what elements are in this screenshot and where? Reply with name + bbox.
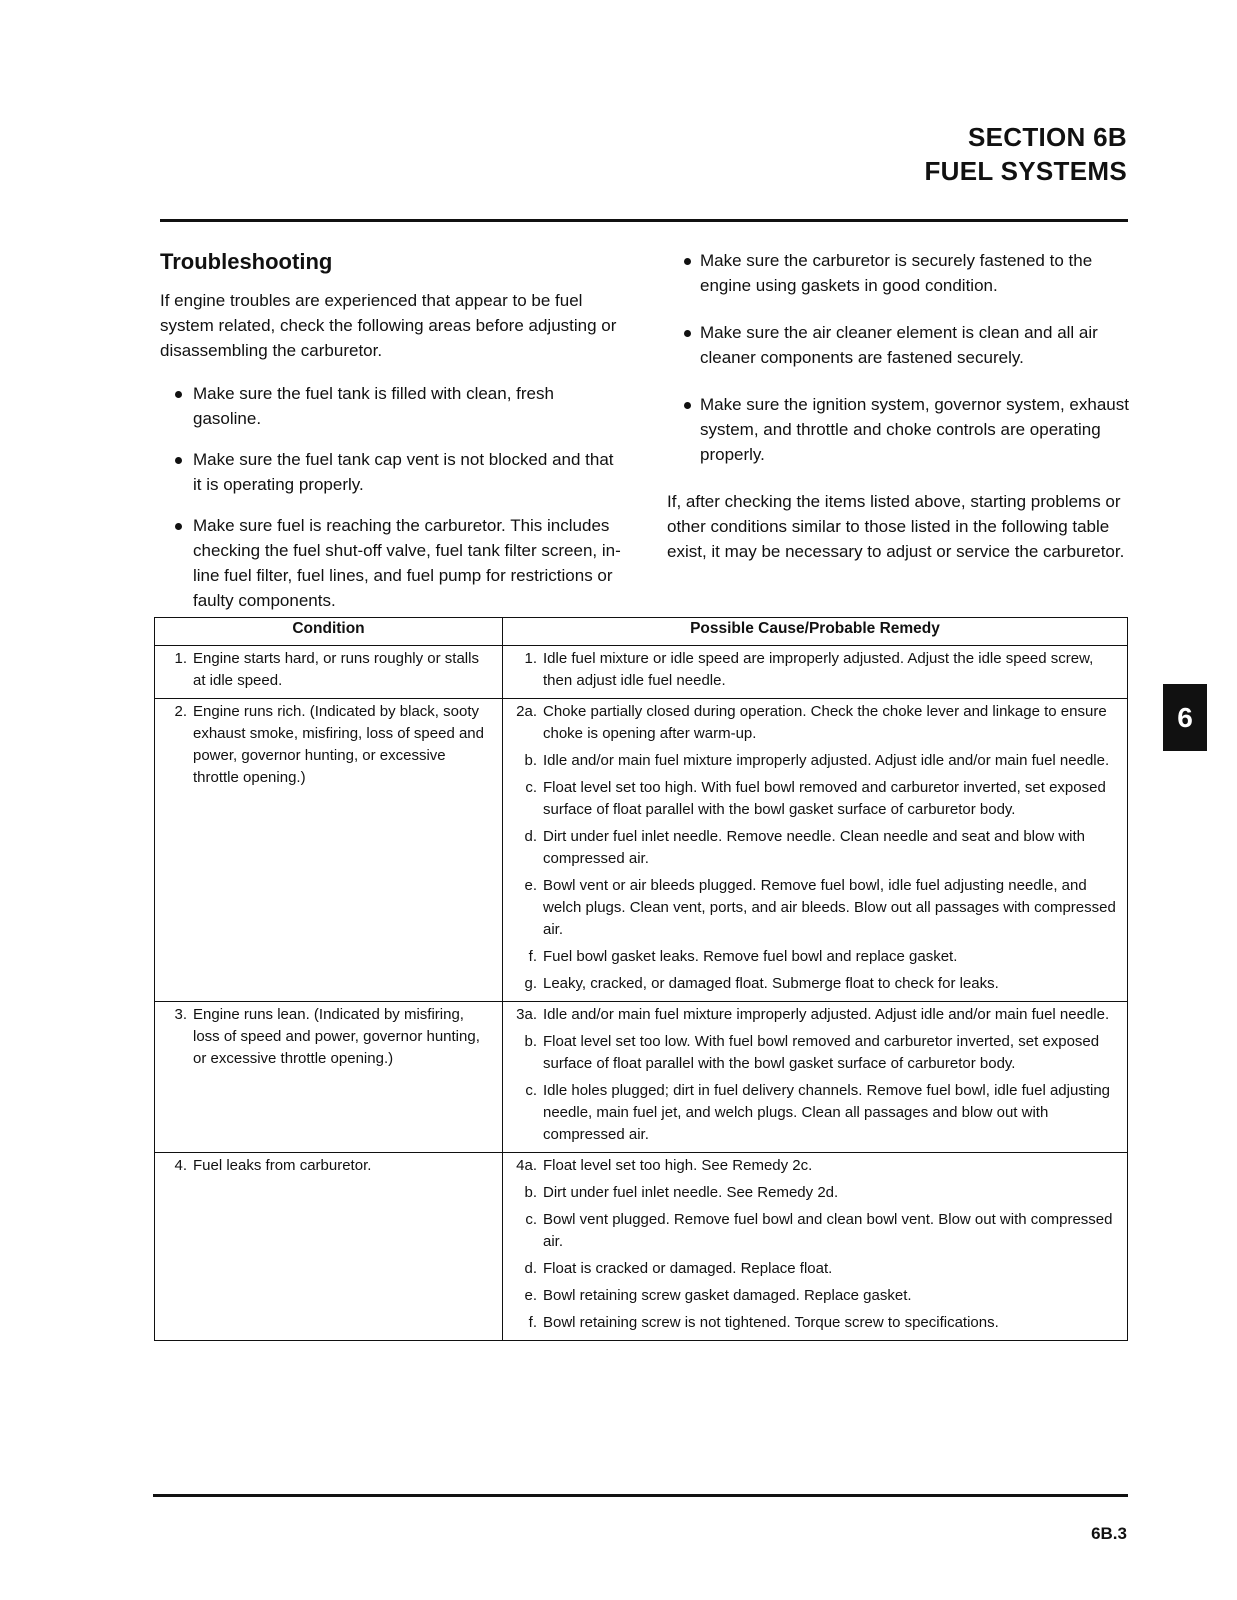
column-header-condition: Condition — [155, 618, 503, 646]
left-column — [160, 248, 622, 629]
remedy-item: e. Bowl vent or air bleeds plugged. Remove fuel bowl, idle fuel adjusting needle, and welch plugs. Clean vent, ports, and air bleeds. Blow out all passages with compressed air. — [524, 877, 1116, 938]
remedy-item: f. Bowl retaining screw is not tightened. Torque screw to specifications. — [528, 1314, 999, 1331]
remedy-item: d. Dirt under fuel inlet needle. Remove needle. Clean needle and seat and blow with compressed air. — [524, 828, 1086, 867]
condition-cell: 3. Engine runs lean. (Indicated by misfiring, loss of speed and power, governor hunting, or excessive throttle opening.) — [155, 1002, 503, 1153]
left-bullet-list — [160, 381, 622, 613]
page-number: 6B.3 — [1091, 1524, 1127, 1543]
bullet-icon — [684, 402, 691, 409]
table-row — [155, 699, 1128, 1002]
remedy-item: f. Fuel bowl gasket leaks. Remove fuel bowl and replace gasket. — [528, 948, 958, 965]
bullet-icon — [684, 330, 691, 337]
remedy-cell — [503, 646, 1128, 699]
intro-paragraph: If engine troubles are experienced that appear to be fuel system related, check the following areas before adjusting or disassembling the carburetor. — [160, 291, 617, 360]
section-title: FUEL SYSTEMS — [924, 156, 1127, 186]
troubleshooting-heading: Troubleshooting — [160, 249, 333, 274]
remedy-item: b. Float level set too low. With fuel bowl removed and carburetor inverted, set exposed surface of float parallel with the bowl gasket surface of carburetor body. — [524, 1033, 1100, 1072]
bullet-item: Make sure the ignition system, governor system, exhaust system, and throttle and choke controls are operating properly. — [667, 392, 1130, 467]
remedy-item: 4a. Float level set too high. See Remedy 2c. — [516, 1157, 813, 1174]
bullet-icon — [175, 523, 182, 530]
table-row — [155, 1153, 1128, 1341]
condition-cell: 2. Engine runs rich. (Indicated by black, sooty exhaust smoke, misfiring, loss of speed and power, governor hunting, or excessive throttle opening.) — [155, 699, 503, 1002]
condition-cell: 4. Fuel leaks from carburetor. — [155, 1153, 503, 1341]
remedy-item: 1. Idle fuel mixture or idle speed are improperly adjusted. Adjust the idle speed screw, then adjust idle fuel needle. — [524, 650, 1094, 689]
section-number: SECTION 6B — [967, 122, 1127, 152]
bullet-item: Make sure fuel is reaching the carburetor. This includes checking the fuel shut-off valve, fuel tank filter screen, in-line fuel filter, fuel lines, and fuel pump for restrictions or faulty components. — [160, 513, 622, 613]
remedy-item: g. Leaky, cracked, or damaged float. Submerge float to check for leaks. — [524, 975, 999, 992]
top-rule — [160, 219, 1128, 222]
remedy-item: e. Bowl retaining screw gasket damaged. Replace gasket. — [524, 1287, 912, 1304]
condition-cell: 1. Engine starts hard, or runs roughly or stalls at idle speed. — [155, 646, 503, 699]
table-header-row — [155, 618, 1128, 646]
remedy-cell — [503, 1153, 1128, 1341]
right-column — [667, 248, 1130, 564]
outro-paragraph: If, after checking the items listed above, starting problems or other conditions similar to those listed in the following table exist, it may be necessary to adjust or service the carburetor. — [667, 492, 1125, 561]
table-row — [155, 1002, 1128, 1153]
remedy-cell — [503, 699, 1128, 1002]
remedy-item: b. Idle and/or main fuel mixture improperly adjusted. Adjust idle and/or main fuel needle. — [524, 752, 1110, 769]
remedy-item: c. Bowl vent plugged. Remove fuel bowl and clean bowl vent. Blow out with compressed air. — [525, 1211, 1113, 1250]
remedy-item: d. Float is cracked or damaged. Replace float. — [524, 1260, 833, 1277]
bullet-item: Make sure the fuel tank is filled with clean, fresh gasoline. — [160, 381, 622, 431]
remedy-item: b. Dirt under fuel inlet needle. See Remedy 2d. — [524, 1184, 839, 1201]
remedy-item: 3a. Idle and/or main fuel mixture improperly adjusted. Adjust idle and/or main fuel needle. — [516, 1006, 1110, 1023]
section-header — [925, 120, 1128, 188]
table-row — [155, 646, 1128, 699]
bullet-item: Make sure the air cleaner element is clean and all air cleaner components are fastened securely. — [667, 320, 1130, 370]
bullet-item: Make sure the fuel tank cap vent is not blocked and that it is operating properly. — [160, 447, 622, 497]
section-tab-marker: 6 — [1163, 684, 1207, 751]
bottom-rule — [153, 1494, 1128, 1497]
troubleshooting-table — [154, 617, 1128, 1341]
remedy-cell — [503, 1002, 1128, 1153]
column-header-remedy: Possible Cause/Probable Remedy — [503, 618, 1128, 646]
right-bullet-list — [667, 248, 1130, 467]
bullet-item: Make sure the carburetor is securely fastened to the engine using gaskets in good condition. — [667, 248, 1130, 298]
bullet-icon — [684, 258, 691, 265]
remedy-item: c. Float level set too high. With fuel bowl removed and carburetor inverted, set exposed surface of float parallel with the bowl gasket surface of carburetor body. — [525, 779, 1106, 818]
remedy-item: c. Idle holes plugged; dirt in fuel delivery channels. Remove fuel bowl, idle fuel adjusting needle, main fuel jet, and welch plugs. Clean all passages and blow out with compressed air. — [525, 1082, 1111, 1143]
bullet-icon — [175, 457, 182, 464]
remedy-item: 2a. Choke partially closed during operation. Check the choke lever and linkage to ensure choke is opening after warm-up. — [516, 703, 1107, 742]
bullet-icon — [175, 391, 182, 398]
